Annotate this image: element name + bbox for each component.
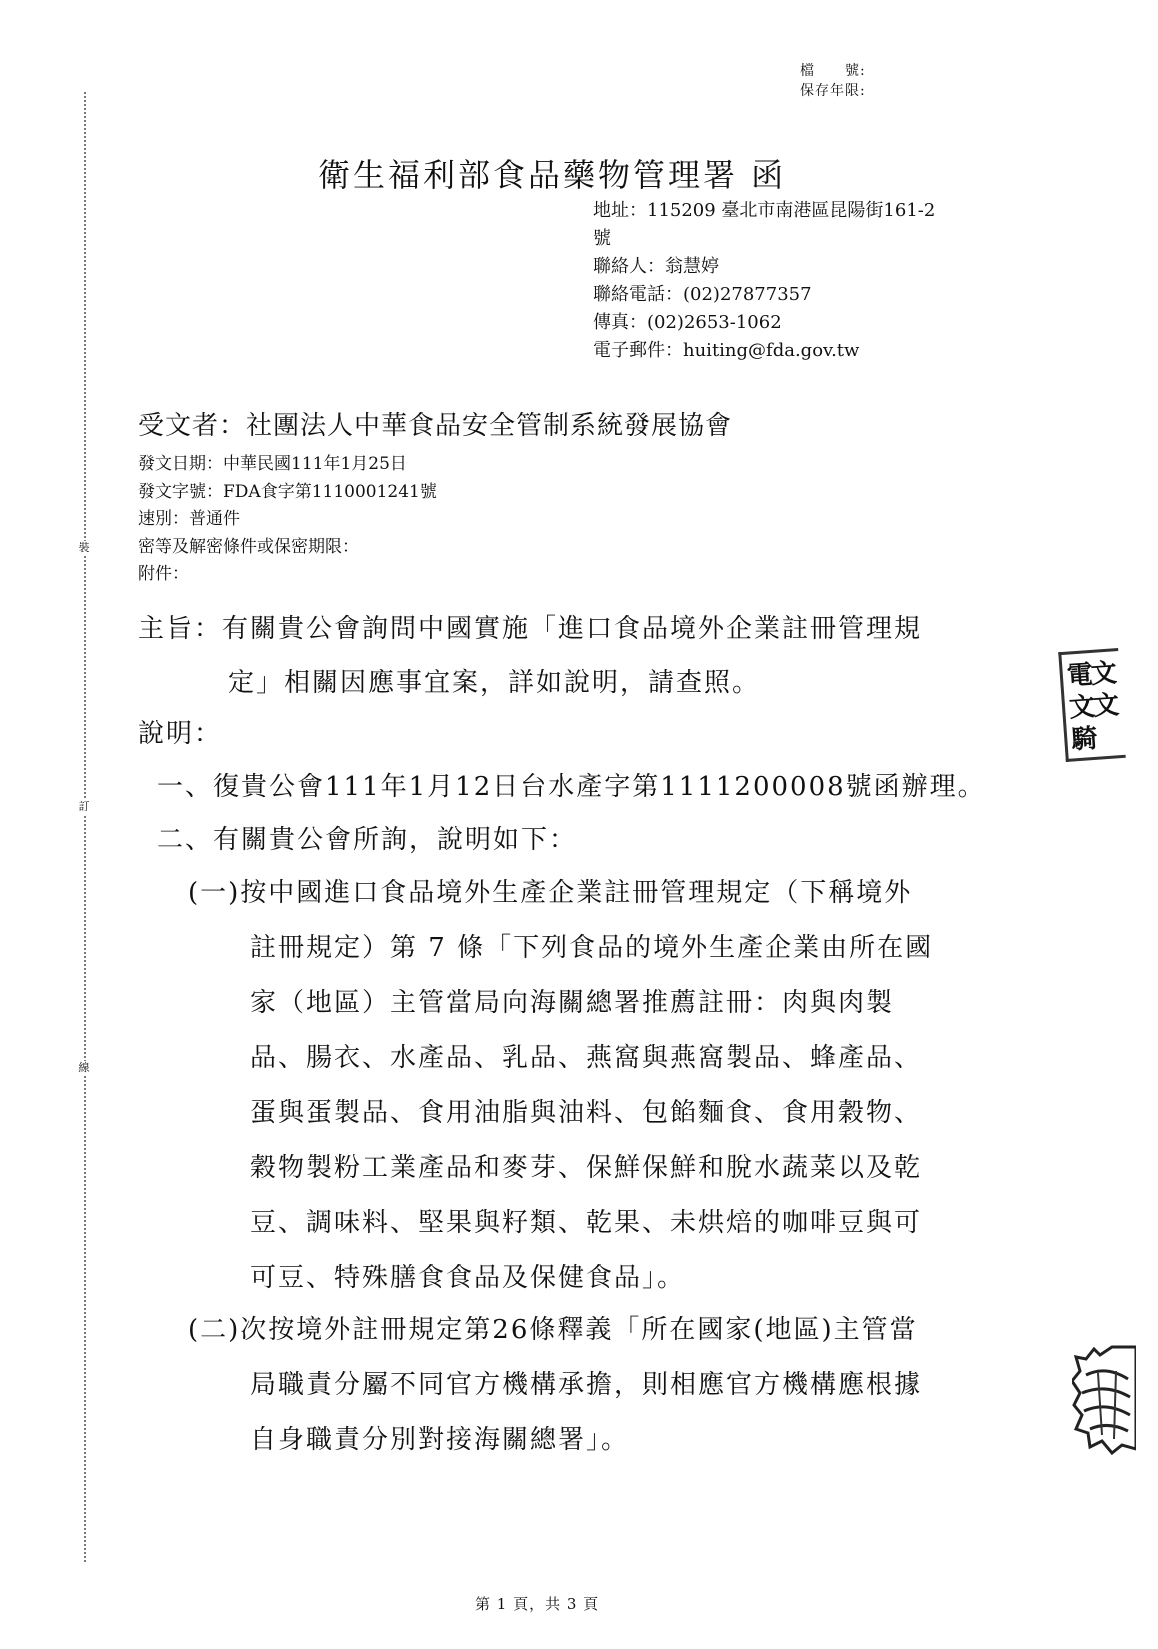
sub-item-1-line: 品、腸衣、水產品、乳品、燕窩與燕窩製品、蜂產品、 [250,1043,923,1073]
sub-item-1-line: 穀物製粉工業產品和麥芽、保鮮保鮮和脫水蔬菜以及乾 [250,1153,923,1183]
binding-margin-dotted-line [84,92,86,1562]
explanation-item-1: 一、復貴公會111年1月12日台水產字第1111200008號函辦理。 [157,772,986,802]
recipient-line: 受文者：社團法人中華食品安全管制系統發展協會 [138,411,733,441]
stamp-char: 文 [1068,691,1095,724]
contact-person: 聯絡人：翁慧婷 [593,256,719,277]
subject-line-1: 主旨：有關貴公會詢問中國實施「進口食品境外企業註冊管理規 [138,614,923,644]
page-number: 第 1 頁，共 3 頁 [475,1595,600,1613]
contact-fax: 傳真：(02)2653-1062 [593,312,782,333]
address-line-1: 地址：115209 臺北市南港區昆陽街161-2 [593,200,936,221]
sub-item-2-line: 局職責分屬不同官方機構承擔，則相應官方機構應根據 [250,1370,923,1400]
stamp-char: 文 [1092,690,1119,722]
sub-item-1-line: 家（地區）主管當局向海關總署推薦註冊：肉與肉製 [250,988,895,1018]
document-title: 衛生福利部食品藥物管理署 函 [318,156,787,194]
contact-phone: 聯絡電話：(02)27877357 [593,284,812,305]
binding-mark-ding: 訂 [75,800,93,814]
explanation-heading: 說明： [138,719,223,749]
sub-item-1-line: (一)按中國進口食品境外生產企業註冊管理規定（下稱境外 [188,878,913,908]
binding-mark-xian: 線 [75,1061,93,1075]
document-number: 發文字號：FDA食字第1110001241號 [138,482,437,502]
electronic-document-stamp [1058,648,1126,762]
sub-item-2-line: 自身職責分別對接海關總署」。 [250,1425,630,1455]
stamp-char: 騎 [1070,723,1097,756]
stamp-char: 電 [1065,660,1092,692]
binding-mark-zhuang: 裝 [75,541,93,555]
sub-item-1-line: 註冊規定）第 7 條「下列食品的境外生產企業由所在國 [250,933,934,963]
file-number-label: 檔 號: [800,63,866,79]
stamp-char: 文 [1089,658,1116,690]
address-line-2: 號 [593,228,611,249]
explanation-item-2: 二、有關貴公會所詢，說明如下： [157,825,578,855]
delivery-speed: 速別：普通件 [138,509,240,529]
seal-stamp-icon [1072,1345,1136,1455]
sub-item-1-line: 蛋與蛋製品、食用油脂與油料、包餡麵食、食用穀物、 [250,1098,923,1128]
issue-date: 發文日期：中華民國111年1月25日 [138,454,407,474]
sub-item-2-line: (二)次按境外註冊規定第26條釋義「所在國家(地區)主管當 [188,1315,918,1345]
secrecy-level: 密等及解密條件或保密期限： [138,537,359,557]
subject-line-2: 定」相關因應事宜案，詳如說明，請查照。 [228,668,761,698]
sub-item-1-line: 可豆、特殊膳食食品及保健食品」。 [250,1263,686,1293]
retention-period-label: 保存年限: [800,83,866,99]
contact-email: 電子郵件：huiting@fda.gov.tw [593,340,860,361]
attachment-label: 附件： [138,564,189,584]
sub-item-1-line: 豆、調味料、堅果與籽類、乾果、未烘焙的咖啡豆與可 [250,1208,923,1238]
